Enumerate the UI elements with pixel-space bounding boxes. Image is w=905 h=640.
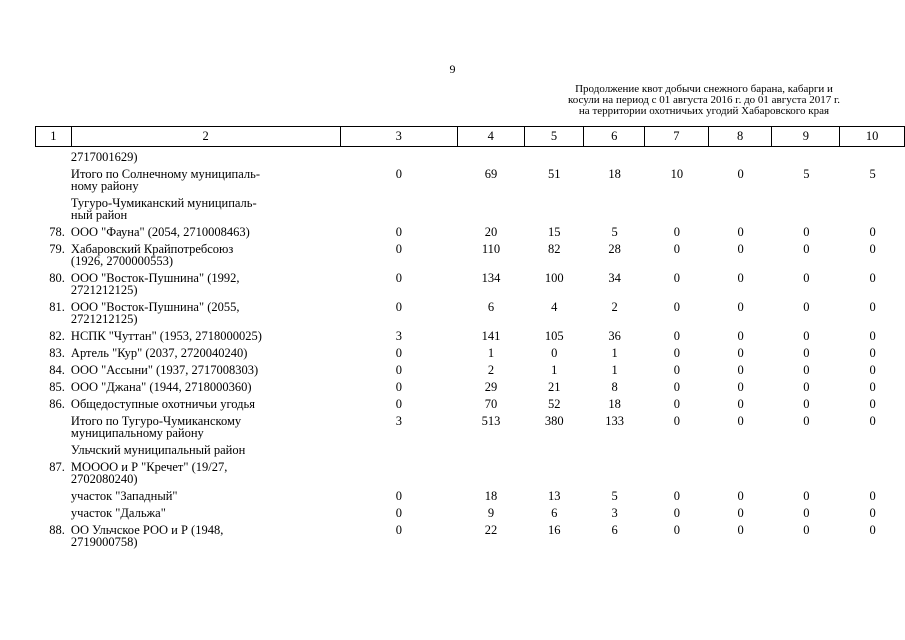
- row-name-line: Тугуро-Чумиканский муниципаль-: [70, 196, 257, 210]
- column-header: 9: [772, 127, 840, 147]
- value-cell: 0: [803, 300, 810, 314]
- table-row: [35, 413, 905, 442]
- value-cell: 18: [484, 489, 498, 503]
- value-cell: [645, 459, 709, 488]
- row-name-line: ООО "Восток-Пушнина" (1992,: [70, 271, 240, 285]
- column-header: 6: [584, 127, 645, 147]
- value-cell: 0: [869, 363, 876, 377]
- value-cell: 0: [737, 225, 744, 239]
- row-number: 85.: [49, 380, 65, 394]
- value-cell: 0: [395, 271, 402, 285]
- row-name-line: Общедоступные охотничьи угодья: [70, 397, 255, 411]
- value-cell: 0: [803, 414, 810, 428]
- row-name: [71, 379, 340, 396]
- value-cell: [524, 442, 584, 459]
- row-number: 82.: [49, 329, 65, 343]
- value-cell: 8: [611, 380, 618, 394]
- table-row: [35, 166, 905, 195]
- value-cell: 0: [869, 242, 876, 256]
- row-name-line: ООО "Восток-Пушнина" (2055,: [70, 300, 240, 314]
- value-cell: [584, 195, 645, 224]
- row-name-line: МОООО и Р "Кречет" (19/27,: [70, 460, 228, 474]
- value-cell: [340, 195, 457, 224]
- row-name: [71, 299, 340, 328]
- value-cell: 9: [487, 506, 495, 520]
- value-cell: [524, 195, 584, 224]
- row-number: [35, 413, 71, 442]
- value-cell: 0: [673, 329, 680, 343]
- column-header: 1: [36, 127, 72, 147]
- value-cell: 0: [395, 300, 402, 314]
- value-cell: 0: [673, 363, 680, 377]
- value-cell: 0: [803, 380, 810, 394]
- row-name-line: 2721212125): [70, 312, 138, 326]
- value-cell: 70: [484, 397, 498, 411]
- value-cell: 1: [611, 346, 618, 360]
- value-cell: 0: [673, 506, 680, 520]
- value-cell: [772, 459, 840, 488]
- table-row: [35, 442, 905, 459]
- row-number: [35, 166, 71, 195]
- value-cell: 0: [869, 489, 876, 503]
- value-cell: [709, 195, 773, 224]
- value-cell: 20: [484, 225, 498, 239]
- row-name-line: Ульчский муниципальный район: [70, 443, 246, 457]
- value-cell: 0: [395, 225, 402, 239]
- row-number: [35, 488, 71, 505]
- table-row: [35, 345, 905, 362]
- row-number: 87.: [49, 460, 65, 474]
- value-cell: 1: [487, 346, 495, 360]
- value-cell: 0: [737, 414, 744, 428]
- row-name-line: муниципальному району: [70, 426, 204, 440]
- value-cell: 1: [551, 363, 558, 377]
- value-cell: 69: [484, 167, 498, 181]
- value-cell: 16: [548, 523, 561, 537]
- row-name: [71, 166, 340, 195]
- row-number: 84.: [49, 363, 65, 377]
- value-cell: 3: [611, 506, 618, 520]
- row-number: [35, 149, 71, 166]
- value-cell: 0: [737, 271, 744, 285]
- column-header: 2: [71, 127, 340, 147]
- value-cell: 0: [869, 506, 876, 520]
- value-cell: 0: [869, 300, 876, 314]
- value-cell: 0: [869, 225, 876, 239]
- value-cell: 3: [395, 414, 402, 428]
- value-cell: 4: [551, 300, 558, 314]
- value-cell: 0: [869, 329, 876, 343]
- value-cell: 0: [803, 489, 810, 503]
- table-row: [35, 362, 905, 379]
- value-cell: [340, 149, 457, 166]
- table-row: [35, 379, 905, 396]
- value-cell: 2: [611, 300, 618, 314]
- value-cell: 0: [737, 380, 744, 394]
- value-cell: [458, 149, 525, 166]
- row-name-line: ООО "Джана" (1944, 2718000360): [70, 380, 252, 394]
- value-cell: 0: [737, 167, 744, 181]
- value-cell: 0: [869, 380, 876, 394]
- value-cell: 0: [803, 329, 810, 343]
- row-number: 79.: [49, 242, 65, 256]
- row-name-line: Итого по Солнечному муниципаль-: [70, 167, 260, 181]
- value-cell: 0: [673, 523, 680, 537]
- value-cell: 28: [608, 242, 621, 256]
- table-row: [35, 195, 905, 224]
- value-cell: 34: [608, 271, 621, 285]
- row-number: [35, 195, 71, 224]
- value-cell: 513: [481, 414, 501, 428]
- value-cell: 0: [395, 506, 402, 520]
- value-cell: [584, 459, 645, 488]
- value-cell: 0: [395, 363, 402, 377]
- value-cell: [709, 149, 773, 166]
- value-cell: 0: [803, 242, 810, 256]
- value-cell: 15: [548, 225, 561, 239]
- value-cell: 0: [803, 225, 810, 239]
- row-name-line: Итого по Тугуро-Чумиканскому: [70, 414, 242, 428]
- value-cell: 105: [544, 329, 564, 343]
- row-name-line: ному району: [70, 179, 139, 193]
- value-cell: 0: [395, 242, 402, 256]
- row-name: [71, 241, 340, 270]
- row-name-line: ный район: [70, 208, 128, 222]
- value-cell: 0: [673, 346, 680, 360]
- row-name: [71, 149, 340, 166]
- value-cell: 36: [608, 329, 621, 343]
- value-cell: [524, 149, 584, 166]
- table-row: [35, 488, 905, 505]
- value-cell: [840, 149, 905, 166]
- value-cell: 1: [611, 363, 618, 377]
- row-name: [71, 522, 340, 551]
- value-cell: 0: [803, 346, 810, 360]
- value-cell: 0: [395, 346, 402, 360]
- value-cell: 110: [481, 242, 501, 256]
- value-cell: 0: [869, 523, 876, 537]
- value-cell: [772, 149, 840, 166]
- row-name: [71, 328, 340, 345]
- value-cell: [709, 442, 773, 459]
- value-cell: 5: [611, 225, 618, 239]
- column-header: 7: [645, 127, 709, 147]
- table-caption: [540, 84, 868, 117]
- column-header-row: [36, 127, 905, 147]
- value-cell: 18: [608, 167, 621, 181]
- value-cell: 0: [673, 414, 680, 428]
- value-cell: [524, 459, 584, 488]
- row-name: [71, 505, 340, 522]
- row-name: [71, 362, 340, 379]
- value-cell: 82: [548, 242, 561, 256]
- column-header-table: [35, 126, 905, 147]
- value-cell: [458, 195, 525, 224]
- table-row: [35, 241, 905, 270]
- row-name-line: 2702080240): [70, 472, 138, 486]
- value-cell: 0: [869, 414, 876, 428]
- value-cell: [840, 195, 905, 224]
- row-name-line: (1926, 2700000553): [70, 254, 173, 268]
- value-cell: 0: [737, 506, 744, 520]
- value-cell: 0: [395, 397, 402, 411]
- value-cell: [840, 442, 905, 459]
- row-name-line: ОО Ульчское РОО и Р (1948,: [70, 523, 224, 537]
- value-cell: 21: [548, 380, 561, 394]
- value-cell: 0: [395, 167, 402, 181]
- value-cell: 0: [869, 346, 876, 360]
- column-header: 4: [457, 127, 524, 147]
- table-row: [35, 149, 905, 166]
- value-cell: 0: [737, 489, 744, 503]
- value-cell: 0: [395, 489, 402, 503]
- value-cell: 0: [737, 329, 744, 343]
- value-cell: 0: [673, 380, 680, 394]
- value-cell: 133: [605, 414, 624, 428]
- value-cell: 0: [737, 300, 744, 314]
- value-cell: [772, 442, 840, 459]
- value-cell: [458, 442, 525, 459]
- value-cell: [645, 149, 709, 166]
- value-cell: [584, 149, 645, 166]
- row-name-line: 2717001629): [70, 150, 138, 164]
- value-cell: 0: [737, 363, 744, 377]
- value-cell: 5: [803, 167, 810, 181]
- page-number: 9: [449, 62, 456, 76]
- value-cell: 141: [481, 329, 501, 343]
- column-header: 8: [708, 127, 772, 147]
- value-cell: 3: [395, 329, 402, 343]
- value-cell: 0: [869, 271, 876, 285]
- row-number: [35, 505, 71, 522]
- table-row: [35, 522, 905, 551]
- row-name: [71, 345, 340, 362]
- value-cell: [458, 459, 525, 488]
- row-number: 80.: [49, 271, 65, 285]
- value-cell: 13: [548, 489, 561, 503]
- row-number: 88.: [49, 523, 65, 537]
- row-name-line: ООО "Фауна" (2054, 2710008463): [70, 225, 250, 239]
- column-header: 5: [524, 127, 584, 147]
- row-name-line: НСПК "Чуттан" (1953, 2718000025): [70, 329, 262, 343]
- row-name: [71, 195, 340, 224]
- table-row: [35, 505, 905, 522]
- row-number: 78.: [49, 225, 65, 239]
- value-cell: 0: [803, 523, 810, 537]
- value-cell: [645, 195, 709, 224]
- row-name-line: 2721212125): [70, 283, 138, 297]
- row-name-line: Артель "Кур" (2037, 2720040240): [70, 346, 248, 360]
- value-cell: 2: [487, 363, 495, 377]
- value-cell: 0: [551, 346, 558, 360]
- table-row: [35, 224, 905, 241]
- value-cell: [840, 459, 905, 488]
- value-cell: 0: [395, 380, 402, 394]
- value-cell: 0: [673, 489, 680, 503]
- value-cell: 10: [670, 167, 684, 181]
- caption-line: на территории охотничьих угодий Хабаровского края: [578, 105, 830, 117]
- value-cell: 0: [869, 397, 876, 411]
- row-name-line: участок "Западный": [70, 489, 178, 503]
- value-cell: 0: [803, 397, 810, 411]
- caption-line: Продолжение квот добычи снежного барана, кабарги и: [575, 83, 833, 95]
- value-cell: 0: [737, 242, 744, 256]
- value-cell: [584, 442, 645, 459]
- value-cell: 29: [484, 380, 498, 394]
- row-name: [71, 270, 340, 299]
- value-cell: 0: [803, 506, 810, 520]
- row-name: [71, 396, 340, 413]
- value-cell: 0: [673, 242, 680, 256]
- value-cell: 5: [611, 489, 618, 503]
- value-cell: 100: [544, 271, 564, 285]
- table-row: [35, 396, 905, 413]
- value-cell: [709, 459, 773, 488]
- value-cell: 0: [737, 397, 744, 411]
- value-cell: 0: [803, 363, 810, 377]
- value-cell: 0: [673, 300, 680, 314]
- value-cell: 6: [551, 506, 558, 520]
- quota-table: [35, 149, 905, 551]
- value-cell: [772, 195, 840, 224]
- value-cell: 0: [803, 271, 810, 285]
- table-row: [35, 459, 905, 488]
- value-cell: 380: [544, 414, 564, 428]
- column-header: 10: [840, 127, 905, 147]
- value-cell: [340, 442, 457, 459]
- table-row: [35, 299, 905, 328]
- value-cell: 18: [608, 397, 621, 411]
- value-cell: 0: [395, 523, 402, 537]
- table-row: [35, 270, 905, 299]
- value-cell: [340, 459, 457, 488]
- row-number: [35, 442, 71, 459]
- row-name: [71, 224, 340, 241]
- value-cell: 52: [548, 397, 561, 411]
- row-name: [71, 459, 340, 488]
- row-name: [71, 488, 340, 505]
- value-cell: 0: [737, 346, 744, 360]
- row-name: [71, 442, 340, 459]
- value-cell: 51: [548, 167, 561, 181]
- table-row: [35, 328, 905, 345]
- row-name: [71, 413, 340, 442]
- value-cell: 6: [611, 523, 618, 537]
- value-cell: 5: [869, 167, 876, 181]
- value-cell: 134: [481, 271, 501, 285]
- caption-line: косули на период с 01 августа 2016 г. до 01 августа 2017 г.: [567, 94, 840, 106]
- row-number: 81.: [49, 300, 65, 314]
- row-name-line: Хабаровский Крайпотребсоюз: [70, 242, 234, 256]
- value-cell: 0: [673, 225, 680, 239]
- value-cell: 0: [673, 397, 680, 411]
- value-cell: 22: [484, 523, 498, 537]
- row-name-line: ООО "Ассыни" (1937, 2717008303): [70, 363, 259, 377]
- row-name-line: 2719000758): [70, 535, 138, 549]
- row-number: 83.: [49, 346, 65, 360]
- row-number: 86.: [49, 397, 65, 411]
- column-header: 3: [340, 127, 457, 147]
- value-cell: 0: [737, 523, 744, 537]
- row-name-line: участок "Дальжа": [70, 506, 166, 520]
- value-cell: [645, 442, 709, 459]
- value-cell: 6: [487, 300, 495, 314]
- value-cell: 0: [673, 271, 680, 285]
